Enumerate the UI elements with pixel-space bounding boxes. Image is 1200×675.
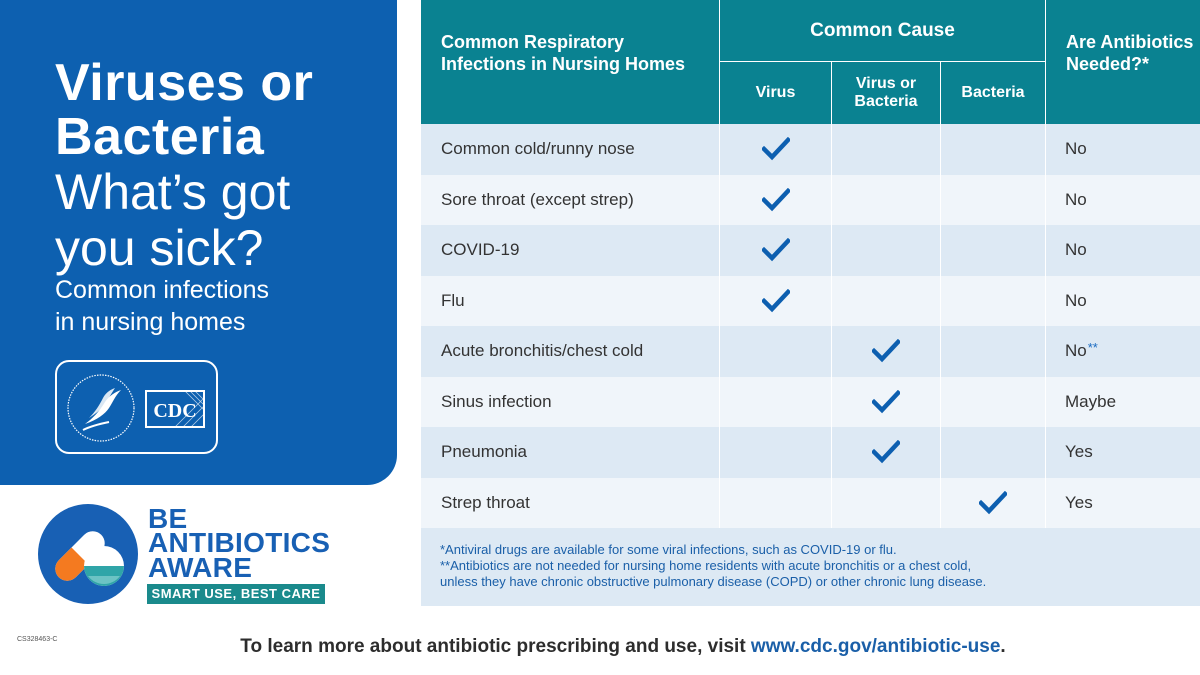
table-row: [421, 377, 1200, 428]
cell-bacteria: [940, 377, 1045, 428]
needed-value: Yes: [1065, 442, 1093, 462]
header-common-cause: Common Cause: [719, 0, 1045, 62]
infection-name: Strep throat: [441, 492, 530, 512]
cell-antibiotics-needed: [1045, 225, 1200, 276]
hero-question-line2: you sick?: [55, 220, 264, 276]
cell-virus-or-bacteria: [831, 124, 940, 175]
header-virus-or-bacteria-line2: Bacteria: [854, 93, 918, 110]
cell-virus-or-bacteria: [831, 225, 940, 276]
cell-virus: [719, 276, 831, 327]
hero-title-line2: Bacteria: [55, 108, 265, 166]
infection-name: Flu: [441, 290, 465, 310]
cell-virus: [719, 175, 831, 226]
needed-value: No: [1065, 189, 1087, 209]
infection-name: Acute bronchitis/chest cold: [441, 341, 644, 361]
cell-antibiotics-needed: [1045, 478, 1200, 529]
cell-bacteria: [940, 478, 1045, 529]
table-row: [421, 225, 1200, 276]
hero-question-line1: What’s got: [55, 164, 291, 220]
cell-antibiotics-needed: [1045, 276, 1200, 327]
infection-name: Sore throat (except strep): [441, 189, 634, 209]
cell-antibiotics-needed: [1045, 124, 1200, 175]
footnotes: [421, 528, 1200, 606]
cell-virus: [719, 124, 831, 175]
brand-line1: BE: [148, 503, 188, 534]
table-row: [421, 326, 1200, 377]
footer-end: .: [1000, 636, 1006, 657]
hero-title: [55, 56, 313, 164]
cell-bacteria: [940, 175, 1045, 226]
cell-virus: [719, 478, 831, 529]
cell-virus: [719, 427, 831, 478]
header-virus-or-bacteria: [831, 62, 940, 124]
needed-value: Yes: [1065, 492, 1093, 512]
agency-logos: [55, 360, 218, 454]
checkmark-icon: [762, 137, 790, 161]
cell-virus-or-bacteria: [831, 377, 940, 428]
cell-antibiotics-needed: [1045, 175, 1200, 226]
cell-virus-or-bacteria: [831, 427, 940, 478]
cell-virus-or-bacteria: [831, 326, 940, 377]
cell-virus-or-bacteria: [831, 175, 940, 226]
hero-title-line1: Viruses or: [55, 54, 314, 112]
checkmark-icon: [872, 390, 900, 414]
cell-antibiotics-needed: [1045, 377, 1200, 428]
pill-icon: [38, 504, 138, 604]
cell-virus-or-bacteria: [831, 478, 940, 529]
cdc-logo-text: CDC: [153, 400, 197, 422]
cell-bacteria: [940, 225, 1045, 276]
infection-name: Common cold/runny nose: [441, 139, 635, 159]
header-infection: Common Respiratory Infections in Nursing Homes: [441, 32, 686, 74]
be-antibiotics-aware-logo: [38, 504, 338, 604]
hero-panel: [0, 0, 397, 485]
needed-value: No: [1065, 341, 1087, 361]
table-row: [421, 175, 1200, 226]
infection-name: Sinus infection: [441, 391, 552, 411]
checkmark-icon: [872, 440, 900, 464]
cell-bacteria: [940, 326, 1045, 377]
footer-text: To learn more about antibiotic prescribing and use, visit: [240, 636, 751, 657]
header-antibiotics-needed: Are Antibiotics Needed?*: [1045, 0, 1200, 124]
checkmark-icon: [762, 289, 790, 313]
hero-subtitle-line2: in nursing homes: [55, 308, 246, 336]
brand-tagline: SMART USE, BEST CARE: [147, 584, 325, 604]
header-bacteria: Bacteria: [940, 62, 1045, 124]
infection-name: COVID-19: [441, 240, 520, 260]
table-row: [421, 124, 1200, 175]
cdc-logo-icon: [145, 390, 205, 428]
hhs-seal-icon: [65, 372, 137, 444]
table-header: [421, 0, 1200, 124]
cell-virus: [719, 377, 831, 428]
table-row: [421, 478, 1200, 529]
cell-virus: [719, 225, 831, 276]
needed-value: No: [1065, 240, 1087, 260]
cdc-link[interactable]: www.cdc.gov/antibiotic-use: [750, 636, 1001, 657]
needed-value: No: [1065, 139, 1087, 159]
hero-subtitle: [55, 274, 269, 338]
footer: [0, 636, 1200, 658]
header-virus: Virus: [719, 62, 831, 124]
footnote-2-cont: unless they have chronic obstructive pulmonary disease (COPD) or other chronic lung disease.: [440, 574, 987, 589]
checkmark-icon: [872, 339, 900, 363]
cell-virus: [719, 326, 831, 377]
cell-bacteria: [940, 124, 1045, 175]
cell-bacteria: [940, 276, 1045, 327]
hero-subtitle-line1: Common infections: [55, 276, 269, 304]
checkmark-icon: [762, 238, 790, 262]
infection-table: [421, 0, 1200, 606]
checkmark-icon: [979, 491, 1007, 515]
table-body: [421, 124, 1200, 528]
cell-bacteria: [940, 427, 1045, 478]
table-row: [421, 276, 1200, 327]
document-code: CS328463-C: [17, 636, 58, 643]
cell-virus-or-bacteria: [831, 276, 940, 327]
brand-line3: AWARE: [148, 552, 253, 583]
cell-antibiotics-needed: [1045, 326, 1200, 377]
hero-question: [55, 164, 290, 276]
needed-value: Maybe: [1065, 391, 1117, 411]
footnote-marker: **: [1087, 339, 1098, 355]
needed-value: No: [1065, 290, 1087, 310]
footnote-2: **Antibiotics are not needed for nursing home residents with acute bronchitis or a chest cold,: [440, 558, 972, 573]
infection-name: Pneumonia: [441, 442, 528, 462]
table-row: [421, 427, 1200, 478]
brand-line2: ANTIBIOTICS: [148, 527, 331, 558]
cell-antibiotics-needed: [1045, 427, 1200, 478]
checkmark-icon: [762, 188, 790, 212]
header-virus-or-bacteria-line1: Virus or: [855, 75, 917, 92]
footnote-1: *Antiviral drugs are available for some viral infections, such as COVID-19 or flu.: [440, 542, 897, 557]
